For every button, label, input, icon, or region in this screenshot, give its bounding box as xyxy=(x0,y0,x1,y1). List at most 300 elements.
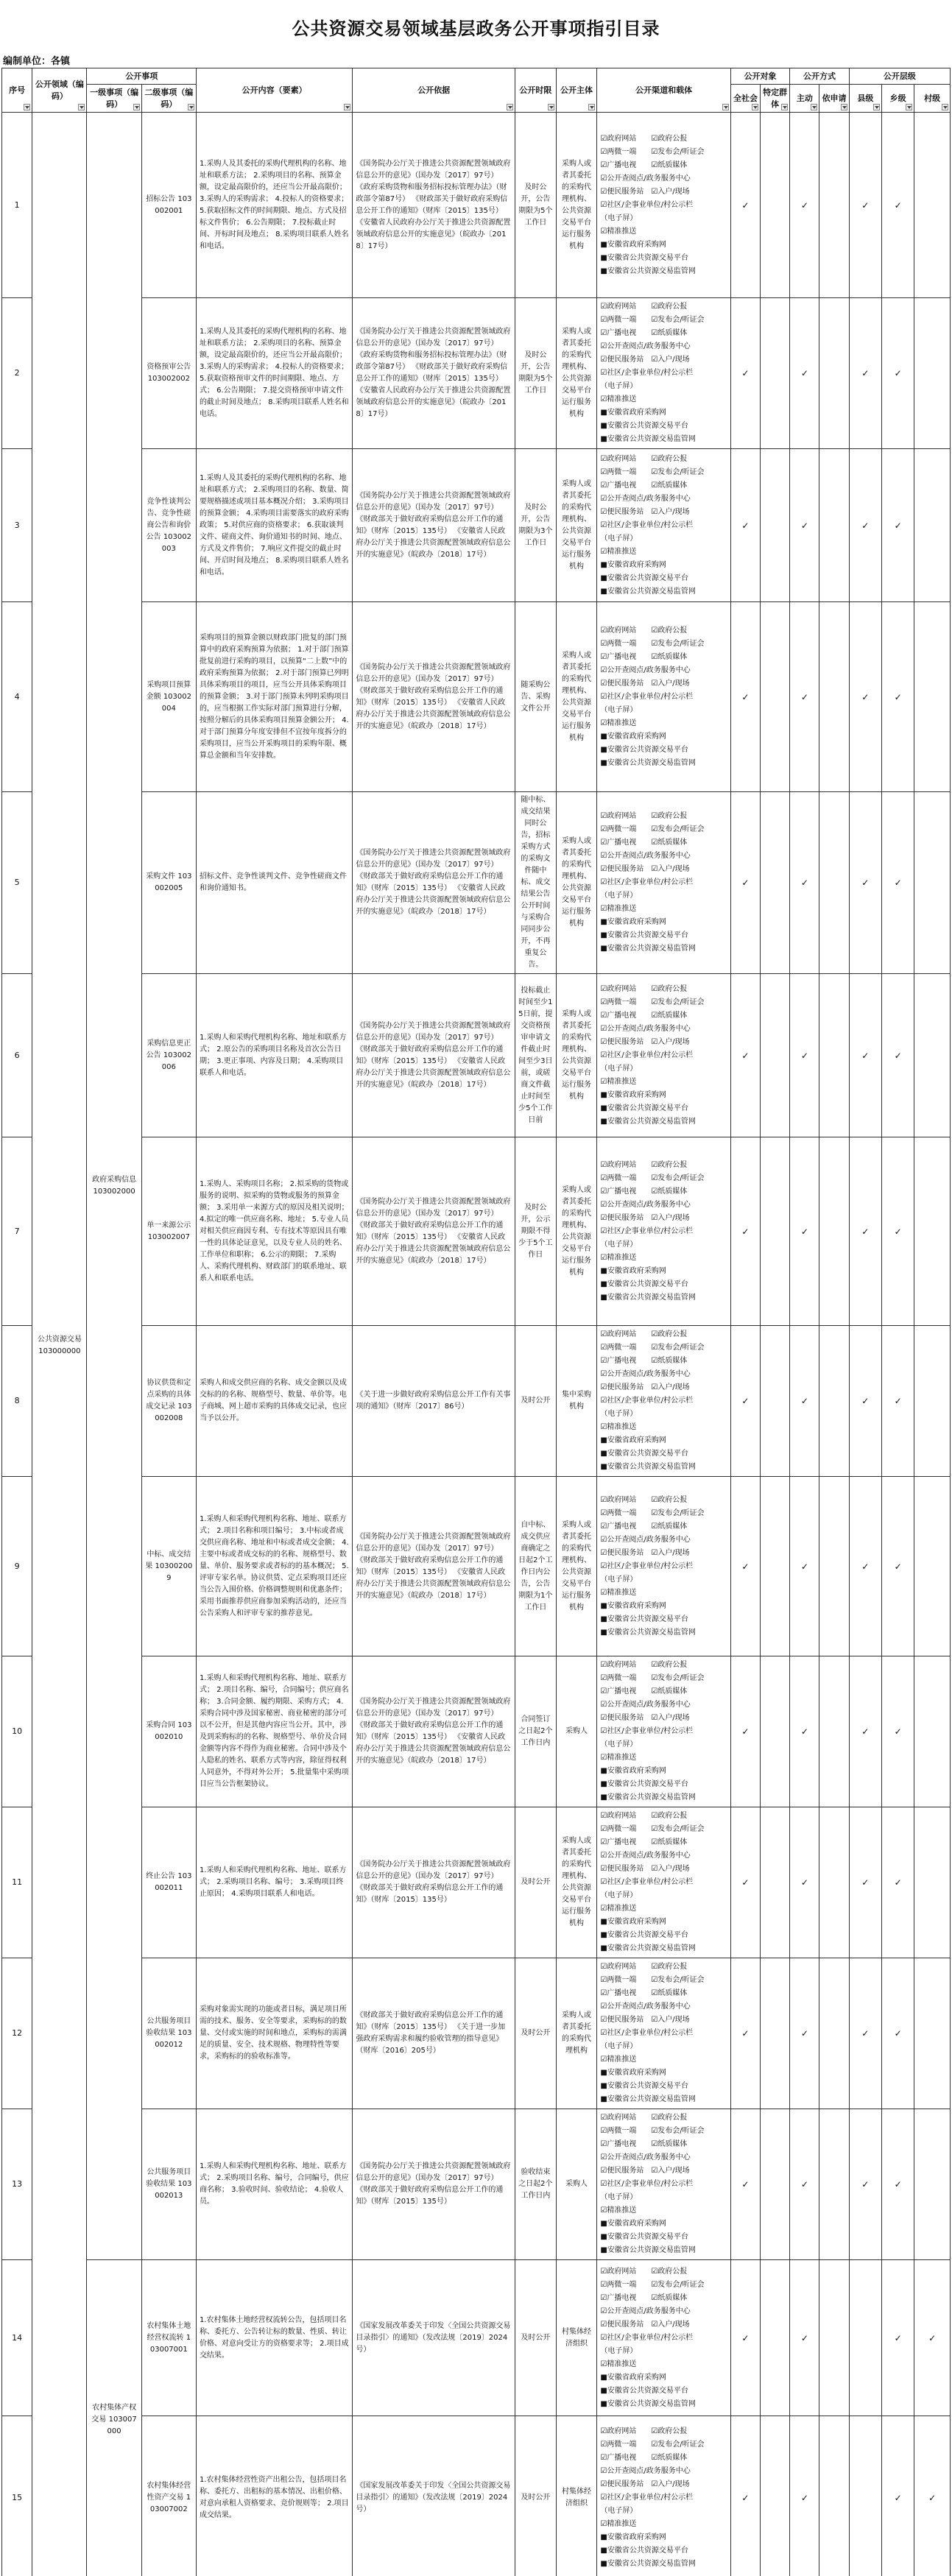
filter-dropdown-icon[interactable] xyxy=(133,104,140,110)
channel-line: ■安徽省公共资源交易监管网 xyxy=(600,758,696,767)
channel-line: ■安徽省政府采购网 xyxy=(600,1090,666,1099)
method-apply-mark xyxy=(819,1958,849,2109)
channel-cell xyxy=(597,113,730,298)
channel-cell xyxy=(597,1137,730,1326)
row-seq: 6 xyxy=(2,974,32,1137)
basis-cell: 《国务院办公厅关于推进公共资源配置领域政府信息公开的意见》（国办发〔2017〕97号） 《财政部关于做好政府采购信息公开工作的通知》（财库〔2015〕135号） xyxy=(353,1807,515,1958)
level-village-mark xyxy=(914,1656,951,1807)
channel-line: ☑广播电视 ☑纸质媒体 xyxy=(600,481,688,490)
basis-cell: 《国务院办公厅关于推进公共资源配置领域政府信息公开的意见》（国办发〔2017〕97号） 《财政部关于做好政府采购信息公开工作的通知》（财库〔2015〕135号） 《安徽省人民政府办公厅关于推进公共资源配置领域政府信息公开的实施意见》（皖政办〔2018〕17号） xyxy=(353,1137,515,1326)
channel-line: ■安徽省政府采购网 xyxy=(600,1601,666,1610)
page-title: 公共资源交易领域基层政务公开事项指引目录 xyxy=(292,17,660,39)
level-county-mark: ✓ xyxy=(849,1958,881,2109)
channel-line: ☑两微一端 ☑发布会/听证会 xyxy=(600,1674,705,1682)
channel-line: ☑社区/企事业单位/村公示栏 xyxy=(600,1562,694,1570)
channel-line: （电子屏） xyxy=(600,705,638,714)
channel-line: ☑社区/企事业单位/村公示栏 xyxy=(600,521,694,529)
method-apply-mark xyxy=(819,1807,849,1958)
method-active-mark: ✓ xyxy=(790,2109,819,2260)
level-village-mark xyxy=(914,792,951,974)
row-seq: 1 xyxy=(2,113,32,298)
channel-line: ☑社区/企事业单位/村公示栏 xyxy=(600,878,694,886)
channel-cell xyxy=(597,602,730,792)
channel-line: ☑广播电视 ☑纸质媒体 xyxy=(600,1187,688,1196)
table-row xyxy=(2,1807,951,1958)
target-spec-mark xyxy=(761,298,790,449)
subject-cell: 采购人或者其委托的采购代理机构、公共资源交易平台运行服务机构 xyxy=(556,602,597,792)
channel-line: ☑便民服务站 ☑入户/现场 xyxy=(600,1714,690,1722)
level-village-mark xyxy=(914,1137,951,1326)
method-active-mark: ✓ xyxy=(790,792,819,974)
header-row-1 xyxy=(2,68,951,85)
channel-line: ■安徽省公共资源交易监管网 xyxy=(600,1293,696,1302)
catalog-table xyxy=(1,68,951,2576)
row-seq: 8 xyxy=(2,1326,32,1477)
target-all-mark: ✓ xyxy=(730,1656,760,1807)
channel-line: （电子屏） xyxy=(600,2193,638,2201)
method-apply-mark xyxy=(819,1656,849,1807)
channel-line: （电子屏） xyxy=(600,892,638,900)
channel-line: ☑公开查阅点/政务服务中心 xyxy=(600,1852,691,1860)
channel-line: ☑政府网站 ☑政府公报 xyxy=(600,2427,688,2435)
channel-line: ☑精准推送 xyxy=(600,1077,637,1086)
level-town-mark: ✓ xyxy=(882,1137,914,1326)
channel-line: ☑便民服务站 ☑入户/现场 xyxy=(600,1548,690,1557)
basis-cell: 《国务院办公厅关于推进公共资源配置领域政府信息公开的意见》（国办发〔2017〕97号） 《政府采购货物和服务招标投标管理办法》（财政部令第87号） 《财政部关于做好政府采购信息公开工作的通知》（财库〔2015〕135号） 《安徽省人民政府办公厅关于推进公共资源配置领域政府信息公开的实施意见》（皖政办〔2018〕17号） xyxy=(353,298,515,449)
channel-line: ☑社区/企事业单位/村公示栏 xyxy=(600,1227,694,1235)
channel-line: ■安徽省公共资源交易平台 xyxy=(600,1931,688,1939)
content-cell: 1.采购人及其委托的采购代理机构的名称、地址和联系方式； 2.采购项目的名称、数量、简要规格描述或项目基本概况介绍； 3.采购项目的预算金额； 4.采购项目需要落实的政府采购政策； 5.对供应商的资格要求； 6.获取谈判文件、磋商文件、询价通知书的时间、地点、方式及文件售价； 7.响应文件提交的截止时间、开启时间及地点； 8.采购项目联系人姓名和电话。 xyxy=(196,449,352,602)
level-village-mark xyxy=(914,113,951,298)
filter-dropdown-icon[interactable] xyxy=(841,104,847,110)
channel-line: ☑两微一端 ☑发布会/听证会 xyxy=(600,1344,705,1352)
target-all-mark: ✓ xyxy=(730,602,760,792)
period-cell: 自中标、成交供应商确定之日起2个工作日内公告，公告期限为1个工作日 xyxy=(515,1477,557,1656)
channel-line: （电子屏） xyxy=(600,1410,638,1418)
period-cell: 及时公开 xyxy=(515,1326,557,1477)
channel-line: ■安徽省公共资源交易平台 xyxy=(600,1280,688,1288)
subject-cell: 集中采购机构 xyxy=(556,1326,597,1477)
target-all-mark: ✓ xyxy=(730,1477,760,1656)
level-town-mark: ✓ xyxy=(882,2260,914,2416)
header-method-apply: 依申请 xyxy=(819,85,849,113)
channel-line: ■安徽省公共资源交易平台 xyxy=(600,745,688,754)
channel-line: （电子屏） xyxy=(600,1575,638,1584)
channel-line: ■安徽省公共资源交易平台 xyxy=(600,1104,688,1112)
basis-cell: 《国务院办公厅关于推进公共资源配置领域政府信息公开的意见》（国办发〔2017〕97号） 《财政部关于做好政府采购信息公开工作的通知》（财库〔2015〕135号） 《安徽省人民政府办公厅关于推进公共资源配置领域政府信息公开的实施意见》（皖政办〔2018〕17号） xyxy=(353,1477,515,1656)
channel-line: ☑广播电视 ☑纸质媒体 xyxy=(600,2293,688,2302)
row-seq: 9 xyxy=(2,1477,32,1656)
header-method-active: 主动 xyxy=(790,85,819,113)
row-seq: 12 xyxy=(2,1958,32,2109)
channel-line: ☑政府网站 ☑政府公报 xyxy=(600,626,688,635)
channel-line: ☑两微一端 ☑发布会/听证会 xyxy=(600,467,705,476)
target-spec-mark xyxy=(761,113,790,298)
channel-cell xyxy=(597,974,730,1137)
content-cell: 1.采购人和采购代理机构名称、地址、联系方式； 2.项目名称和项目编号； 3.中标或者成交供应商名称、地址和中标或者成交金额； 4.主要中标或者成交标的的名称、规格型号、数量、单价、服务要求或者标的的基本概况； 5.评审专家名单。协议供货、定点采购项目还应当公告入围价格、价格调整规则和优惠条件；采用书面推荐供应商参加采购活动的，还应当公告采购人和评审专家的推荐意见。 xyxy=(196,1477,352,1656)
channel-cell xyxy=(597,1807,730,1958)
channel-cell xyxy=(597,449,730,602)
header-target-all: 全社会 xyxy=(730,85,760,113)
channel-line: ☑政府网站 ☑政府公报 xyxy=(600,984,688,993)
filter-dropdown-icon[interactable] xyxy=(344,104,350,110)
channel-line: ☑公开查阅点/政务服务中心 xyxy=(600,1701,691,1709)
channel-line: ☑公开查阅点/政务服务中心 xyxy=(600,1535,691,1544)
channel-line: ☑便民服务站 ☑入户/现场 xyxy=(600,1383,690,1391)
channel-line: ☑两微一端 ☑发布会/听证会 xyxy=(600,147,705,156)
filter-dropdown-icon[interactable] xyxy=(906,104,912,110)
target-spec-mark xyxy=(761,449,790,602)
basis-cell: 《国务院办公厅关于推进公共资源配置领域政府信息公开的意见》（国办发〔2017〕97号） 《政府采购货物和服务招标投标管理办法》（财政部令第87号） 《财政部关于做好政府采购信息公开工作的通知》（财库〔2015〕135号） 《安徽省人民政府办公厅关于推进公共资源配置领域政府信息公开的实施意见》（皖政办〔2018〕17号） xyxy=(353,113,515,298)
content-cell: 1.采购人和采购代理机构名称、地址、联系方式； 2.项目名称、编号，合同编号；供应商名称； 3.合同金额、履约期限、采购方式； 4.采购合同中涉及国家秘密、商业秘密的部分可以不公开，但是其他内容应当公开。其中，涉及到采购标的的名称、规格型号、单价及合同金额等内容不得作为商业秘密。合同中涉及个人隐私的姓名、联系方式等内容，除征得权利人同意外，不得对外公开； 5.批量集中采购项目应当公告框架协议。 xyxy=(196,1656,352,1807)
filter-dropdown-icon[interactable] xyxy=(752,104,758,110)
content-cell: 1.农村集体土地经营权流转公告，包括项目名称、委托方、公告转让标的数量、性质、转让价格、对意向受让方的资格要求等； 2.项目成交结果。 xyxy=(196,2260,352,2416)
header-target-spec: 特定群体 xyxy=(761,85,790,113)
channel-line: ■安徽省公共资源交易监管网 xyxy=(600,587,696,596)
channel-line: ☑公开查阅点/政务服务中心 xyxy=(600,1370,691,1378)
channel-line: ■安徽省公共资源交易平台 xyxy=(600,2082,688,2090)
level-village-mark xyxy=(914,602,951,792)
channel-line: ☑公开查阅点/政务服务中心 xyxy=(600,2307,691,2315)
channel-line: ☑便民服务站 ☑入户/现场 xyxy=(600,1213,690,1222)
channel-line: ☑公开查阅点/政务服务中心 xyxy=(600,666,691,674)
row-seq: 13 xyxy=(2,2109,32,2260)
channel-line: ☑便民服务站 ☑入户/现场 xyxy=(600,865,690,873)
level-county-mark xyxy=(849,2416,881,2576)
channel-line: （电子屏） xyxy=(600,214,638,222)
channel-line: ☑便民服务站 ☑入户/现场 xyxy=(600,187,690,196)
channel-line: ☑社区/企事业单位/村公示栏 xyxy=(600,1727,694,1735)
level-county-mark: ✓ xyxy=(849,1807,881,1958)
header-content: 公开内容（要素） xyxy=(196,68,352,113)
item-l2-cell: 竞争性谈判公告、竞争性磋商公告和询价公告 103002003 xyxy=(141,449,196,602)
channel-line: ☑公开查阅点/政务服务中心 xyxy=(600,1024,691,1033)
table-row xyxy=(2,1477,951,1656)
table-row xyxy=(2,449,951,602)
channel-line: ■安徽省公共资源交易监管网 xyxy=(600,1793,696,1802)
target-all-mark: ✓ xyxy=(730,974,760,1137)
level-village-mark: ✓ xyxy=(914,2416,951,2576)
channel-line: ■安徽省政府采购网 xyxy=(600,1767,666,1775)
channel-line: ■安徽省公共资源交易平台 xyxy=(600,2233,688,2241)
channel-line: ☑广播电视 ☑纸质媒体 xyxy=(600,1989,688,1997)
domain-cell: 公共资源交易 103000000 xyxy=(32,113,87,2576)
method-apply-mark xyxy=(819,1137,849,1326)
subject-cell: 采购人或者其委托的采购代理机构、公共资源交易平台运行服务机构 xyxy=(556,1477,597,1656)
header-level-village: 村级 xyxy=(914,85,951,113)
table-row xyxy=(2,1326,951,1477)
level-county-mark: ✓ xyxy=(849,2109,881,2260)
channel-line: ■安徽省公共资源交易平台 xyxy=(600,422,688,430)
channel-line: ☑社区/企事业单位/村公示栏 xyxy=(600,369,694,377)
target-all-mark: ✓ xyxy=(730,113,760,298)
channel-line: ☑社区/企事业单位/村公示栏 xyxy=(600,1397,694,1405)
filter-dropdown-icon[interactable] xyxy=(24,104,30,110)
channel-line: ☑社区/企事业单位/村公示栏 xyxy=(600,1878,694,1886)
channel-line: ☑社区/企事业单位/村公示栏 xyxy=(600,1051,694,1059)
channel-line: ■安徽省公共资源交易平台 xyxy=(600,1615,688,1623)
subject-cell: 采购人或者其委托的采购代理机构、公共资源交易平台运行服务机构 xyxy=(556,1137,597,1326)
item-l2-cell: 公共服务项目验收结果 103002012 xyxy=(141,1958,196,2109)
channel-line: ☑便民服务站 ☑入户/现场 xyxy=(600,1037,690,1046)
channel-line: ■安徽省政府采购网 xyxy=(600,560,666,569)
subject-cell: 采购人或者其委托的采购代理机构、公共资源交易平台运行服务机构 xyxy=(556,449,597,602)
subject-cell: 采购人或者其委托的采购代理机构、公共资源交易平台运行服务机构 xyxy=(556,1807,597,1958)
row-seq: 4 xyxy=(2,602,32,792)
filter-dropdown-icon[interactable] xyxy=(873,104,880,110)
method-apply-mark xyxy=(819,974,849,1137)
method-active-mark: ✓ xyxy=(790,974,819,1137)
channel-cell xyxy=(597,2109,730,2260)
channel-line: ☑社区/企事业单位/村公示栏 xyxy=(600,2029,694,2037)
method-active-mark: ✓ xyxy=(790,1326,819,1477)
method-active-mark: ✓ xyxy=(790,1477,819,1656)
target-spec-mark xyxy=(761,974,790,1137)
subject-cell: 采购人或者其委托的采购代理机构、公共资源交易平台运行服务机构 xyxy=(556,113,597,298)
header-domain: 公开领域（编码） xyxy=(32,68,87,113)
channel-line: ■安徽省公共资源交易平台 xyxy=(600,574,688,582)
channel-line: ☑广播电视 ☑纸质媒体 xyxy=(600,1522,688,1531)
period-cell: 及时公开 xyxy=(515,2416,557,2576)
level-county-mark: ✓ xyxy=(849,1656,881,1807)
filter-dropdown-icon[interactable] xyxy=(811,104,817,110)
row-seq: 14 xyxy=(2,2260,32,2416)
channel-line: ☑便民服务站 ☑入户/现场 xyxy=(600,356,690,364)
channel-line: ☑社区/企事业单位/村公示栏 xyxy=(600,2333,694,2342)
period-cell: 投标截止时间至少15日前，提交资格预审申请文件截止时间至少3日前，或磋商文件截止时间至少5个工作日前 xyxy=(515,974,557,1137)
level-county-mark xyxy=(849,2260,881,2416)
channel-line: ■安徽省公共资源交易平台 xyxy=(600,2386,688,2395)
level-county-mark: ✓ xyxy=(849,449,881,602)
channel-line: ☑公开查阅点/政务服务中心 xyxy=(600,2002,691,2011)
target-spec-mark xyxy=(761,1137,790,1326)
level-town-mark: ✓ xyxy=(882,449,914,602)
level-village-mark xyxy=(914,1326,951,1477)
subject-cell: 采购人 xyxy=(556,1656,597,1807)
item-l2-cell: 单一来源公示 103002007 xyxy=(141,1137,196,1326)
period-cell: 随采购公告、采购文件公开 xyxy=(515,602,557,792)
channel-line: ■安徽省政府采购网 xyxy=(600,240,666,249)
channel-cell xyxy=(597,2416,730,2576)
channel-line: ☑政府网站 ☑政府公报 xyxy=(600,1963,688,1971)
channel-line: ☑精准推送 xyxy=(600,1754,637,1762)
filter-dropdown-icon[interactable] xyxy=(722,104,729,110)
channel-line: ☑广播电视 ☑纸质媒体 xyxy=(600,1687,688,1695)
target-spec-mark xyxy=(761,2260,790,2416)
channel-line: ■安徽省公共资源交易监管网 xyxy=(600,2246,696,2254)
item-l2-cell: 农村集体经营性资产交易 103007002 xyxy=(141,2416,196,2576)
item-l1-cell: 农村集体产权交易 103007000 xyxy=(87,2260,141,2576)
channel-cell xyxy=(597,792,730,974)
channel-line: ■安徽省政府采购网 xyxy=(600,1436,666,1444)
filter-dropdown-icon[interactable] xyxy=(188,104,194,110)
method-apply-mark xyxy=(819,113,849,298)
target-all-mark: ✓ xyxy=(730,2260,760,2416)
subject-cell: 采购人或者其委托的采购代理机构、公共资源交易平台运行服务机构 xyxy=(556,792,597,974)
level-county-mark: ✓ xyxy=(849,1477,881,1656)
target-spec-mark xyxy=(761,2109,790,2260)
header-method: 公开方式 xyxy=(790,68,849,85)
method-active-mark: ✓ xyxy=(790,298,819,449)
level-county-mark: ✓ xyxy=(849,602,881,792)
content-cell: 1.采购人及其委托的采购代理机构的名称、地址和联系方法； 2.采购项目的名称、预算金额，设定最高限价的，还应当公开最高限价； 3.采购人的采购需求； 4.投标人的资格要求； 5.获取招标文件的时间期限、地点、方式及招标文件售价； 6.公告期限； 7.投标截止时间、开标时间及地点； 8.采购项目联系人姓名和电话。 xyxy=(196,113,352,298)
basis-cell: 《国家发展改革委关于印发〈全国公共资源交易目录指引〉的通知》（发改法规〔2019〕2024号） xyxy=(353,2260,515,2416)
method-active-mark: ✓ xyxy=(790,2416,819,2576)
level-village-mark xyxy=(914,1477,951,1656)
compiling-unit: 编制单位：各镇 xyxy=(3,56,71,67)
channel-line: ■安徽省公共资源交易监管网 xyxy=(600,267,696,275)
subject-cell: 采购人或者其委托的采购代理机构、公共资源交易平台运行服务机构 xyxy=(556,298,597,449)
period-cell: 及时公开 xyxy=(515,2260,557,2416)
channel-line: ☑两微一端 ☑发布会/听证会 xyxy=(600,1825,705,1833)
level-county-mark: ✓ xyxy=(849,113,881,298)
channel-line: ■安徽省公共资源交易监管网 xyxy=(600,945,696,953)
level-town-mark: ✓ xyxy=(882,1477,914,1656)
target-spec-mark xyxy=(761,1477,790,1656)
level-county-mark: ✓ xyxy=(849,974,881,1137)
filter-dropdown-icon[interactable] xyxy=(78,104,85,110)
channel-line: ☑社区/企事业单位/村公示栏 xyxy=(600,2493,694,2502)
channel-line: ☑两微一端 ☑发布会/听证会 xyxy=(600,1174,705,1182)
item-l2-cell: 协议供货和定点采购的具体成交记录 103002008 xyxy=(141,1326,196,1477)
target-all-mark: ✓ xyxy=(730,1137,760,1326)
channel-line: ☑广播电视 ☑纸质媒体 xyxy=(600,329,688,337)
method-active-mark: ✓ xyxy=(790,602,819,792)
channel-line: ■安徽省公共资源交易监管网 xyxy=(600,435,696,443)
period-cell: 合同签订之日起2个工作日内 xyxy=(515,1656,557,1807)
channel-line: ☑政府网站 ☑政府公报 xyxy=(600,2114,688,2122)
table-row xyxy=(2,2260,951,2416)
channel-line: ☑公开查阅点/政务服务中心 xyxy=(600,342,691,350)
channel-line: ☑政府网站 ☑政府公报 xyxy=(600,303,688,311)
channel-line: ☑政府网站 ☑政府公报 xyxy=(600,1812,688,1820)
target-spec-mark xyxy=(761,1656,790,1807)
table-row xyxy=(2,2109,951,2260)
item-l2-cell: 招标公告 103002001 xyxy=(141,113,196,298)
channel-line: ☑便民服务站 ☑入户/现场 xyxy=(600,679,690,688)
period-cell: 及时公开，公示期限不得少于5个工作日 xyxy=(515,1137,557,1326)
target-all-mark: ✓ xyxy=(730,2416,760,2576)
channel-line: ☑精准推送 xyxy=(600,227,637,236)
channel-line: ☑政府网站 ☑政府公报 xyxy=(600,812,688,820)
basis-cell: 《国务院办公厅关于推进公共资源配置领域政府信息公开的意见》（国办发〔2017〕97号） 《财政部关于做好政府采购信息公开工作的通知》（财库〔2015〕135号） 《安徽省人民政府办公厅关于推进公共资源配置领域政府信息公开的实施意见》（皖政办〔2018〕17号） xyxy=(353,974,515,1137)
row-seq: 2 xyxy=(2,298,32,449)
channel-line: ☑两微一端 ☑发布会/听证会 xyxy=(600,1508,705,1517)
header-channel: 公开渠道和载体 xyxy=(597,68,730,113)
channel-line: ☑便民服务站 ☑入户/现场 xyxy=(600,2016,690,2024)
channel-line: ☑政府网站 ☑政府公报 xyxy=(600,1160,688,1169)
channel-line: ☑精准推送 xyxy=(600,1905,637,1913)
row-seq: 15 xyxy=(2,2416,32,2576)
catalog-body xyxy=(2,113,951,2576)
channel-line: ■安徽省公共资源交易监管网 xyxy=(600,1463,696,1471)
method-active-mark: ✓ xyxy=(790,1958,819,2109)
channel-line: ☑社区/企事业单位/村公示栏 xyxy=(600,200,694,209)
level-village-mark xyxy=(914,974,951,1137)
channel-line: ■安徽省公共资源交易监管网 xyxy=(600,1117,696,1126)
header-level-town: 乡级 xyxy=(882,85,914,113)
basis-cell: 《财政部关于做好政府采购信息公开工作的通知》（财库〔2015〕135号） 《关于进一步加强政府采购需求和履约验收管理的指导意见》（财库〔2016〕205号） xyxy=(353,1958,515,2109)
channel-cell xyxy=(597,298,730,449)
period-cell: 及时公开，公告期限为5个工作日 xyxy=(515,298,557,449)
level-town-mark: ✓ xyxy=(882,2416,914,2576)
row-seq: 5 xyxy=(2,792,32,974)
channel-cell xyxy=(597,1656,730,1807)
header-period: 公开时限 xyxy=(515,68,557,113)
period-cell: 验收结束之日起2个工作日内 xyxy=(515,2109,557,2260)
channel-line: （电子屏） xyxy=(600,2506,638,2515)
content-cell: 1.农村集体经营性资产出租公告，包括项目名称、委托方、出租标的基本情况、出租价格、对意向承租人资格要求、竞价规则等； 2.项目成交结果。 xyxy=(196,2416,352,2576)
channel-line: ■安徽省公共资源交易监管网 xyxy=(600,2095,696,2103)
filter-dropdown-icon[interactable] xyxy=(781,104,788,110)
channel-line: ☑精准推送 xyxy=(600,1253,637,1262)
channel-line: ■安徽省政府采购网 xyxy=(600,2533,666,2541)
channel-line: ☑政府网站 ☑政府公报 xyxy=(600,134,688,143)
channel-line: ■安徽省公共资源交易平台 xyxy=(600,2546,688,2555)
channel-line: ☑广播电视 ☑纸质媒体 xyxy=(600,1357,688,1365)
channel-cell xyxy=(597,2260,730,2416)
channel-line: ☑两微一端 ☑发布会/听证会 xyxy=(600,2280,705,2289)
table-row xyxy=(2,2416,951,2576)
channel-line: ☑政府网站 ☑政府公报 xyxy=(600,1661,688,1669)
target-all-mark: ✓ xyxy=(730,1958,760,2109)
filter-dropdown-icon[interactable] xyxy=(942,104,948,110)
channel-line: ■安徽省政府采购网 xyxy=(600,2373,666,2382)
channel-line: （电子屏） xyxy=(600,2346,638,2355)
level-town-mark: ✓ xyxy=(882,974,914,1137)
header-subject: 公开主体 xyxy=(556,68,597,113)
channel-line: ■安徽省政府采购网 xyxy=(600,732,666,741)
channel-line: ☑精准推送 xyxy=(600,1588,637,1597)
channel-line: ☑广播电视 ☑纸质媒体 xyxy=(600,2453,688,2462)
table-row xyxy=(2,1656,951,1807)
header-level: 公开层级 xyxy=(849,68,950,85)
filter-dropdown-icon[interactable] xyxy=(548,104,554,110)
channel-line: ■安徽省公共资源交易平台 xyxy=(600,1780,688,1788)
level-town-mark: ✓ xyxy=(882,602,914,792)
row-seq: 3 xyxy=(2,449,32,602)
target-all-mark: ✓ xyxy=(730,449,760,602)
channel-line: （电子屏） xyxy=(600,382,638,390)
item-l2-cell: 资格预审公告 103002002 xyxy=(141,298,196,449)
period-cell: 及时公开 xyxy=(515,1958,557,2109)
level-county-mark: ✓ xyxy=(849,792,881,974)
subject-cell: 采购人或者其委托的采购代理机构、公共资源交易平台运行服务机构 xyxy=(556,974,597,1137)
content-cell: 1.采购人和采购代理机构名称、地址、联系方式； 2.采购项目名称、编号； 3.采购项目终止原因； 4.采购项目联系人和电话。 xyxy=(196,1807,352,1958)
level-village-mark xyxy=(914,1958,951,2109)
table-row xyxy=(2,113,951,298)
target-all-mark: ✓ xyxy=(730,792,760,974)
channel-line: ■安徽省公共资源交易监管网 xyxy=(600,1944,696,1952)
channel-line: ☑精准推送 xyxy=(600,547,637,556)
filter-dropdown-icon[interactable] xyxy=(588,104,595,110)
basis-cell: 《国务院办公厅关于推进公共资源配置领域政府信息公开的意见》（国办发〔2017〕97号） 《财政部关于做好政府采购信息公开工作的通知》（财库〔2015〕135号） 《安徽省人民政府办公厅关于推进公共资源配置领域政府信息公开的实施意见》（皖政办〔2018〕17号） xyxy=(353,449,515,602)
subject-cell: 村集体经济组织 xyxy=(556,2260,597,2416)
channel-line: （电子屏） xyxy=(600,1240,638,1249)
channel-line: ☑两微一端 ☑发布会/听证会 xyxy=(600,2440,705,2449)
channel-line: ☑广播电视 ☑纸质媒体 xyxy=(600,1011,688,1020)
channel-line: ☑政府网站 ☑政府公报 xyxy=(600,2267,688,2276)
header-basis: 公开依据 xyxy=(353,68,515,113)
content-cell: 1.采购人及其委托的采购代理机构的名称、地址和联系方法； 2.采购项目的名称、预算金额，设定最高限价的，还应当公开最高限价； 3.采购人的采购需求； 4.投标人的资格要求； 5.获取资格预审文件的时间期限、地点、方式； 6.公告期限； 7.提交资格预审申请文件的截止时间及地点； 8.采购项目联系人姓名和电话。 xyxy=(196,298,352,449)
filter-dropdown-icon[interactable] xyxy=(507,104,513,110)
item-l1-cell: 政府采购信息 103002000 xyxy=(87,113,141,2260)
level-county-mark: ✓ xyxy=(849,298,881,449)
level-town-mark: ✓ xyxy=(882,1656,914,1807)
method-active-mark: ✓ xyxy=(790,113,819,298)
table-row xyxy=(2,792,951,974)
table-row xyxy=(2,298,951,449)
